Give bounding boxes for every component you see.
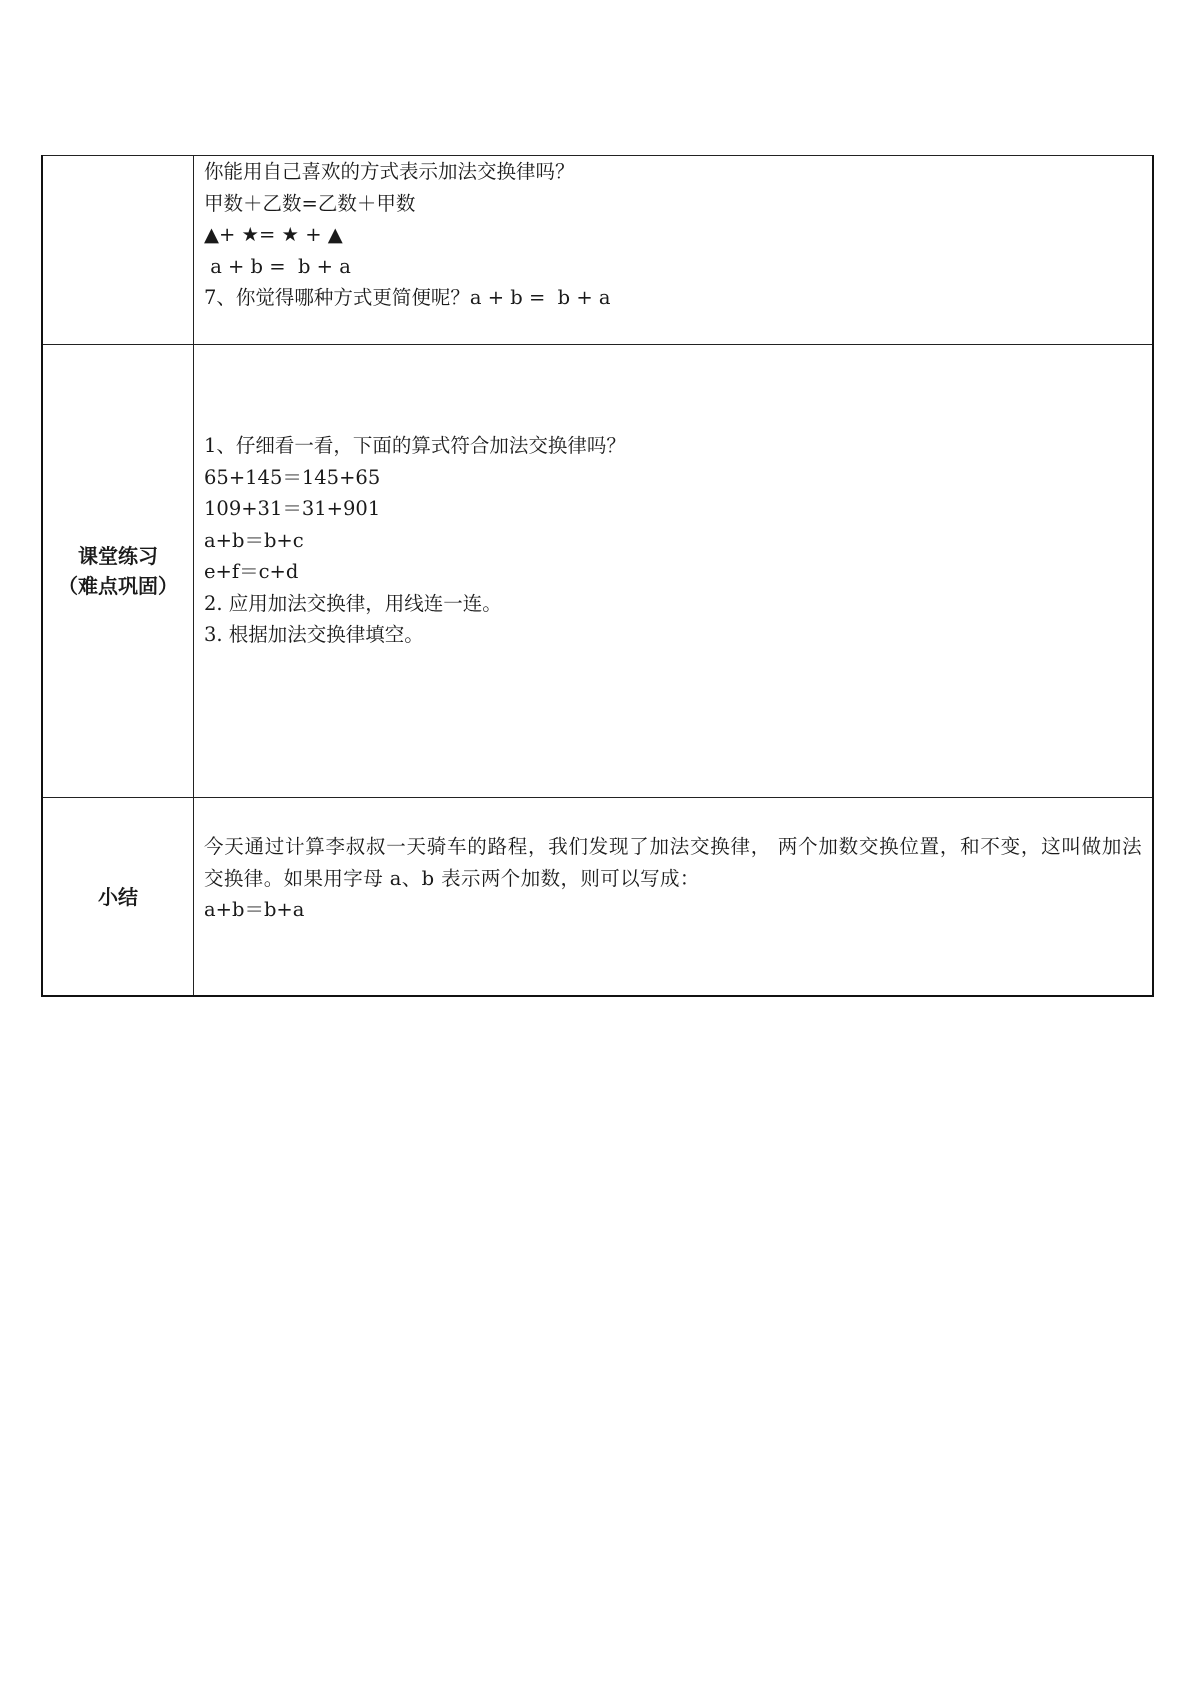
- content-block: [194, 156, 1152, 314]
- table-row: [42, 798, 1153, 997]
- row-content-cell: [194, 345, 1154, 798]
- table-row: [42, 156, 1153, 345]
- exercise-question: 2. 应用加法交换律，用线连一连。: [204, 591, 502, 615]
- text-line: 你能用自己喜欢的方式表示加法交换律吗？: [204, 160, 575, 183]
- formula-line: a+b＝b+a: [204, 898, 305, 921]
- equation-line: e+f＝c+d: [204, 560, 299, 583]
- row-label: 小结: [98, 884, 138, 909]
- row-label-cell: [42, 798, 194, 997]
- lesson-plan-table: [41, 155, 1154, 997]
- row-content-cell: [194, 156, 1154, 345]
- exercise-question: 3. 根据加法交换律填空。: [204, 623, 424, 646]
- summary-paragraph: 今天通过计算李叔叔一天骑车的路程，我们发现了加法交换律， 两个加数交换位置，和不变，这叫做加法交换律。如果用字母 a、b 表示两个加数，则可以写成：: [204, 835, 1142, 890]
- text-line: 甲数＋乙数=乙数＋甲数: [204, 191, 416, 215]
- equation-line: a+b＝b+c: [204, 528, 304, 552]
- text-line: 7、你觉得哪种方式更简便呢？a + b = b + a: [204, 286, 611, 309]
- row-label: 课堂练习: [78, 544, 158, 568]
- row-label-cell: [42, 345, 194, 798]
- content-block: [194, 345, 1152, 651]
- shape-formula-line: ▲+ ★= ★ + ▲: [204, 223, 343, 246]
- row-label-sub: （难点巩固）: [58, 574, 178, 598]
- row-content-cell: [194, 798, 1154, 997]
- content-block: [194, 798, 1152, 926]
- exercise-question: 1、仔细看一看，下面的算式符合加法交换律吗？: [204, 434, 626, 457]
- equation-line: 65+145＝145+65: [204, 465, 381, 489]
- row-label-cell: [42, 156, 194, 345]
- letter-formula-line: a + b = b + a: [204, 254, 351, 278]
- equation-line: 109+31＝31+901: [204, 497, 381, 520]
- table-row: [42, 345, 1153, 798]
